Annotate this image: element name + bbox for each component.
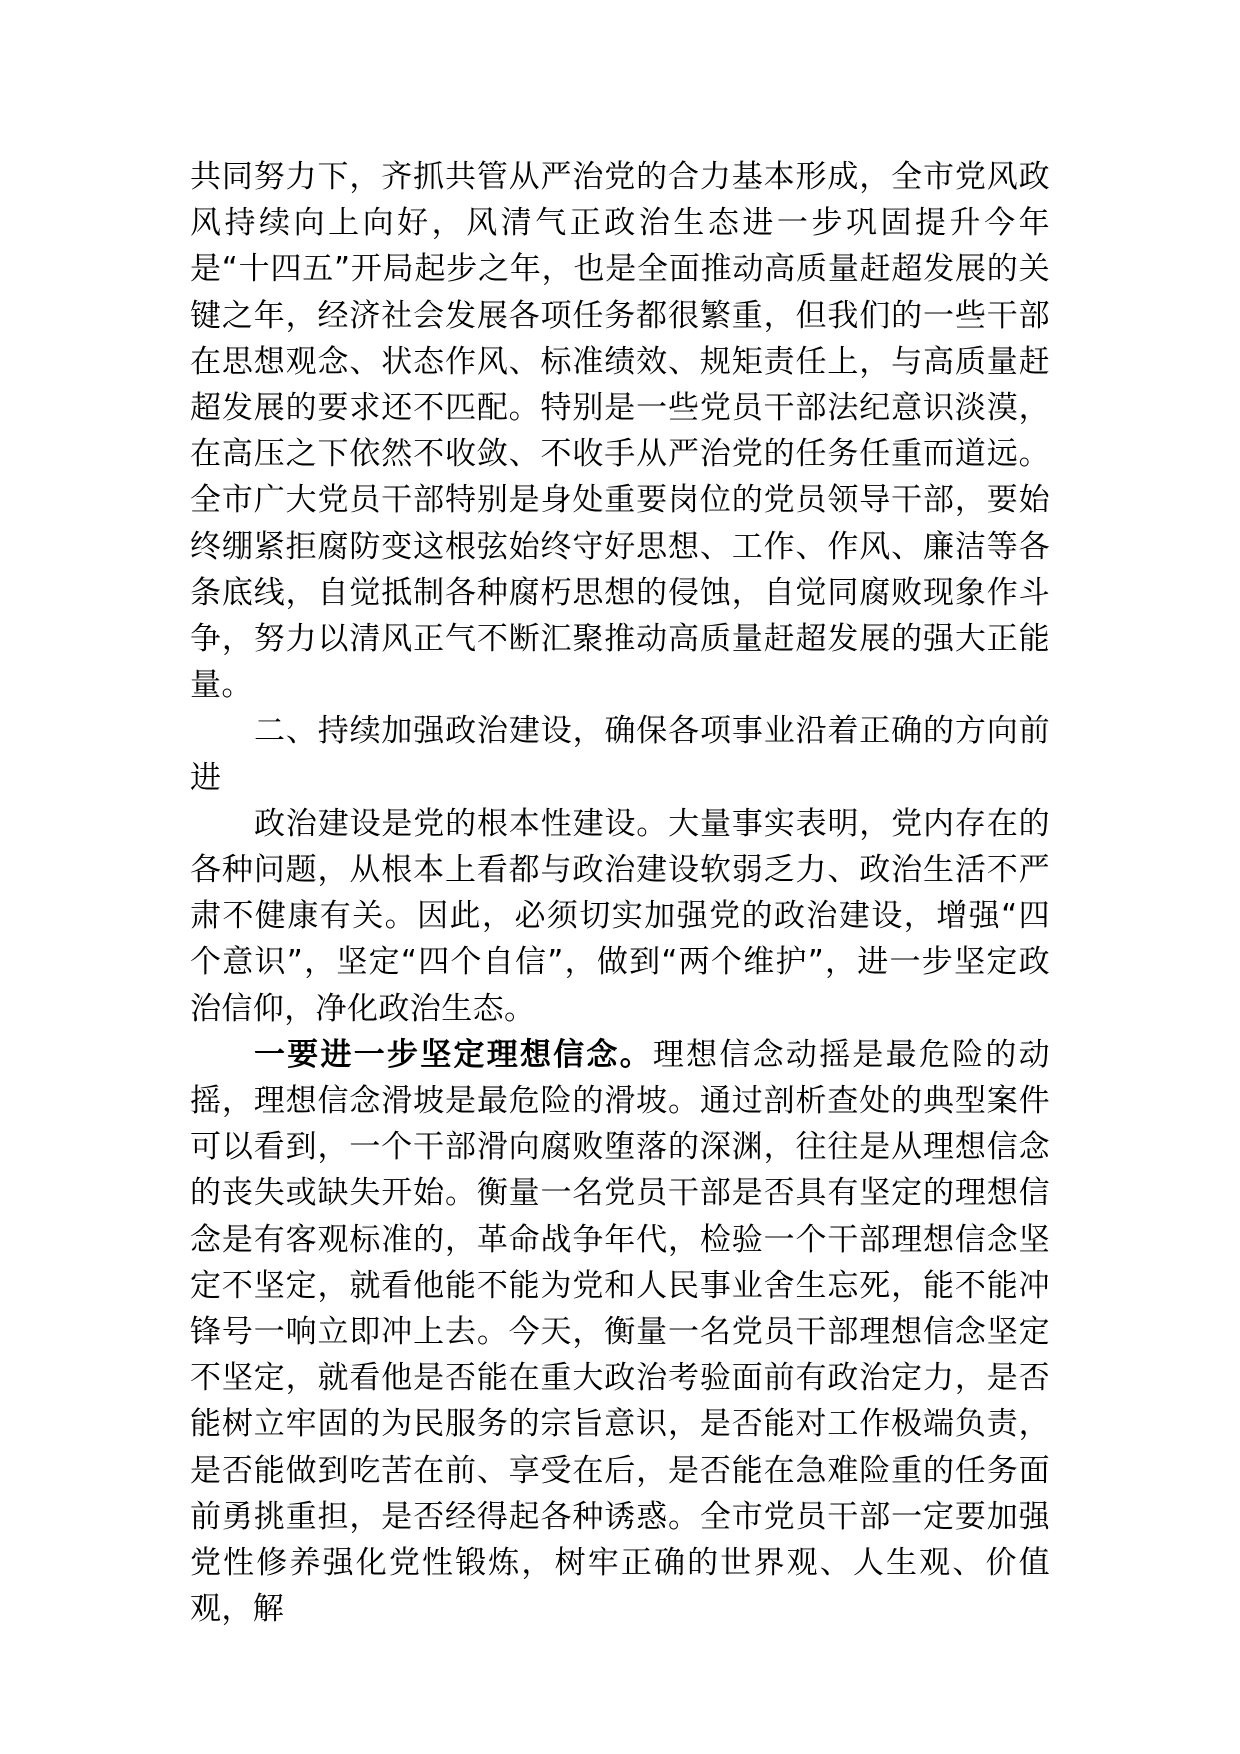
section-heading-2: 二、持续加强政治建设，确保各项事业沿着正确的方向前进	[190, 713, 1050, 796]
paragraph-3-text: 理想信念动摇是最危险的动摇，理想信念滑坡是最危险的滑坡。通过剖析查处的典型案件可以看到，一个干部滑向腐败堕落的深渊，往往是从理想信念的丧失或缺失开始。衡量一名党员干部是否具有坚定的理想信念是有客观标准的，革命战争年代，检验一个干部理想信念坚定不坚定，就看他能不能为党和人民事业舍生忘死，能不能冲锋号一响立即冲上去。今天，衡量一名党员干部理想信念坚定不坚定，就看他是否能在重大政治考验面前有政治定力，是否能树立牢固的为民服务的宗旨意识，是否能对工作极端负责，是否能做到吃苦在前、享受在后，是否能在急难险重的任务面前勇挑重担，是否经得起各种诱惑。全市党员干部一定要加强党性修养强化党性锻炼，树牢正确的世界观、人生观、价值观，解	[190, 1036, 1050, 1628]
body-paragraph-3	[190, 1032, 1050, 1633]
body-paragraph-1: 共同努力下，齐抓共管从严治党的合力基本形成，全市党风政风持续向上向好，风清气正政治生态进一步巩固提升今年是“十四五”开局起步之年，也是全面推动高质量赶超发展的关键之年，经济社会发展各项任务都很繁重，但我们的一些干部在思想观念、状态作风、标准绩效、规矩责任上，与高质量赶超发展的要求还不匹配。特别是一些党员干部法纪意识淡漠，在高压之下依然不收敛、不收手从严治党的任务任重而道远。全市广大党员干部特别是身处重要岗位的党员领导干部，要始终绷紧拒腐防变这根弦始终守好思想、工作、作风、廉洁等各条底线，自觉抵制各种腐朽思想的侵蚀，自觉同腐败现象作斗争，努力以清风正气不断汇聚推动高质量赶超发展的强大正能量。	[190, 159, 1050, 704]
paragraph-lead-bold: 一要进一步坚定理想信念。	[254, 1036, 653, 1073]
body-paragraph-2: 政治建设是党的根本性建设。大量事实表明，党内存在的各种问题，从根本上看都与政治建设软弱乏力、政治生活不严肃不健康有关。因此，必须切实加强党的政治建设，增强“四个意识”，坚定“四个自信”，做到“两个维护”，进一步坚定政治信仰，净化政治生态。	[190, 805, 1050, 1027]
document-page	[190, 154, 1050, 1633]
